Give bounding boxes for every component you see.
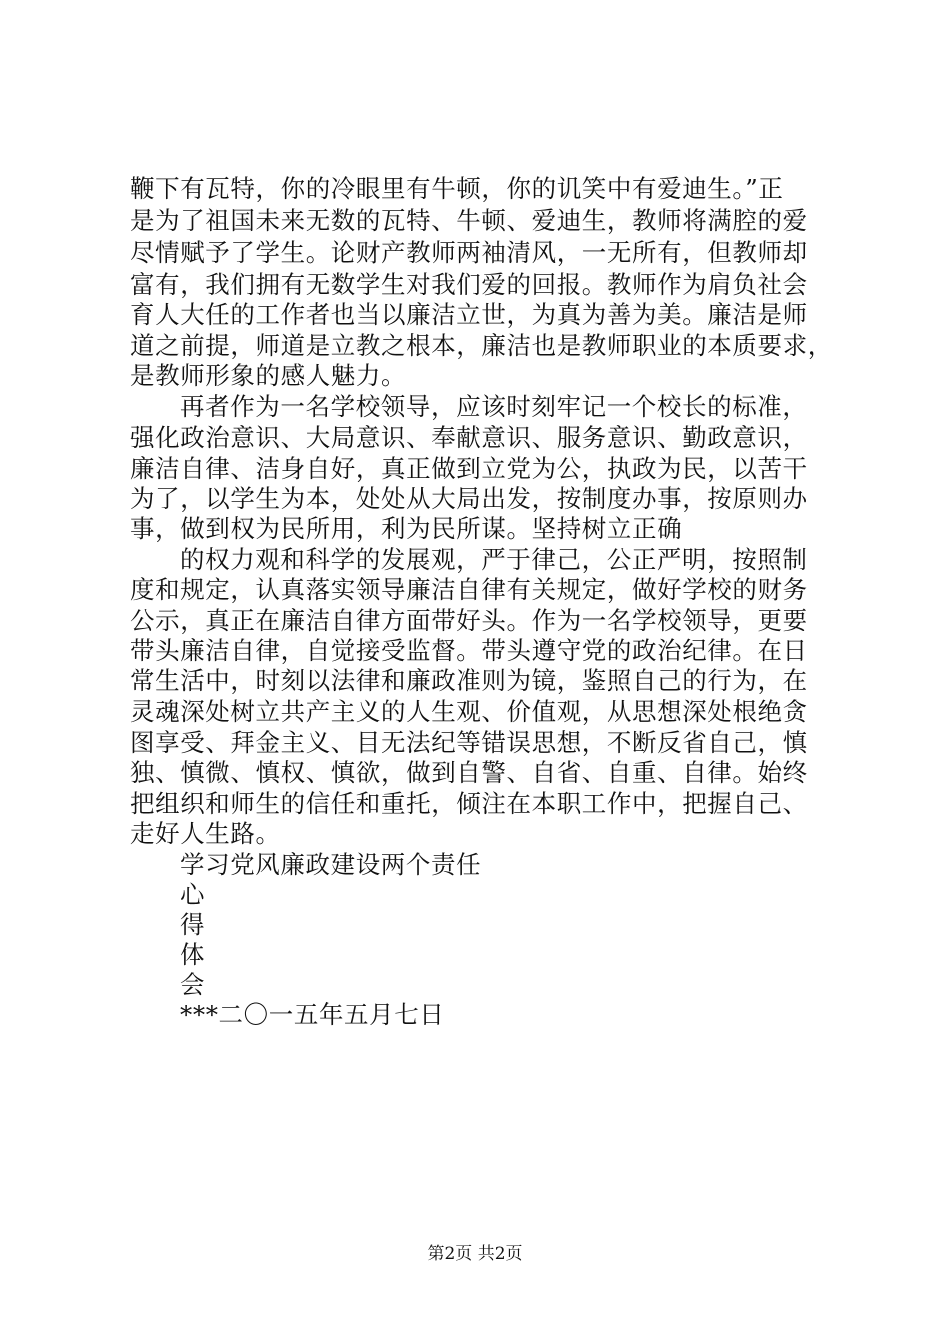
text-line: 事，做到权为民所用，利为民所谋。坚持树立正确 <box>130 514 683 543</box>
text-line: 是为了祖国未来无数的瓦特、牛顿、爱迪生，教师将满腔的爱 <box>130 206 808 235</box>
text-line: 育人大任的工作者也当以廉洁立世，为真为善为美。廉洁是师 <box>130 300 808 329</box>
text-line: 鞭下有瓦特，你的冷眼里有牛顿，你的讥笑中有爱迪生。”正 <box>130 174 784 203</box>
text-line: 的权力观和科学的发展观，严于律己，公正严明，按照制 <box>180 545 808 574</box>
text-line: 尽情赋予了学生。论财产教师两袖清风，一无所有，但教师却 <box>130 238 808 267</box>
text-line: 度和规定，认真落实领导廉洁自律有关规定，做好学校的财务 <box>130 575 808 604</box>
text-line: 灵魂深处树立共产主义的人生观、价值观，从思想深处根绝贪 <box>130 697 808 726</box>
text-line: 带头廉洁自律，自觉接受监督。带头遵守党的政治纪律。在日 <box>130 636 808 665</box>
text-line: 常生活中，时刻以法律和廉政准则为镜，鉴照自己的行为，在 <box>130 666 808 695</box>
section-heading: 学习党风廉政建设两个责任 <box>180 850 482 879</box>
text-line: 是教师形象的感人魅力。 <box>130 361 407 390</box>
heading-char: 心 <box>180 880 206 909</box>
text-line: 道之前提，师道是立教之根本，廉洁也是教师职业的本质要求， <box>130 331 833 360</box>
text-line: 走好人生路。 <box>130 819 281 848</box>
text-line: 富有，我们拥有无数学生对我们爱的回报。教师作为肩负社会 <box>130 270 808 299</box>
text-line: 公示，真正在廉洁自律方面带好头。作为一名学校领导，更要 <box>130 606 808 635</box>
text-line: 为了，以学生为本，处处从大局出发，按制度办事，按原则办 <box>130 484 808 513</box>
page-number: 第2页 共2页 <box>427 1244 523 1264</box>
text-line: 独、慎微、慎权、慎欲，做到自警、自省、自重、自律。始终 <box>130 758 808 787</box>
heading-char: 会 <box>180 970 206 999</box>
heading-char: 得 <box>180 910 206 939</box>
text-line: 把组织和师生的信任和重托，倾注在本职工作中，把握自己、 <box>130 789 808 818</box>
signature-date: ***二〇一五年五月七日 <box>180 1000 445 1029</box>
text-line: 廉洁自律、洁身自好，真正做到立党为公，执政为民，以苦干 <box>130 454 808 483</box>
text-line: 强化政治意识、大局意识、奉献意识、服务意识、勤政意识， <box>130 423 808 452</box>
text-line: 图享受、拜金主义、目无法纪等错误思想，不断反省自己，慎 <box>130 728 808 757</box>
heading-char: 体 <box>180 940 206 969</box>
text-line: 再者作为一名学校领导，应该时刻牢记一个校长的标准， <box>180 392 808 421</box>
